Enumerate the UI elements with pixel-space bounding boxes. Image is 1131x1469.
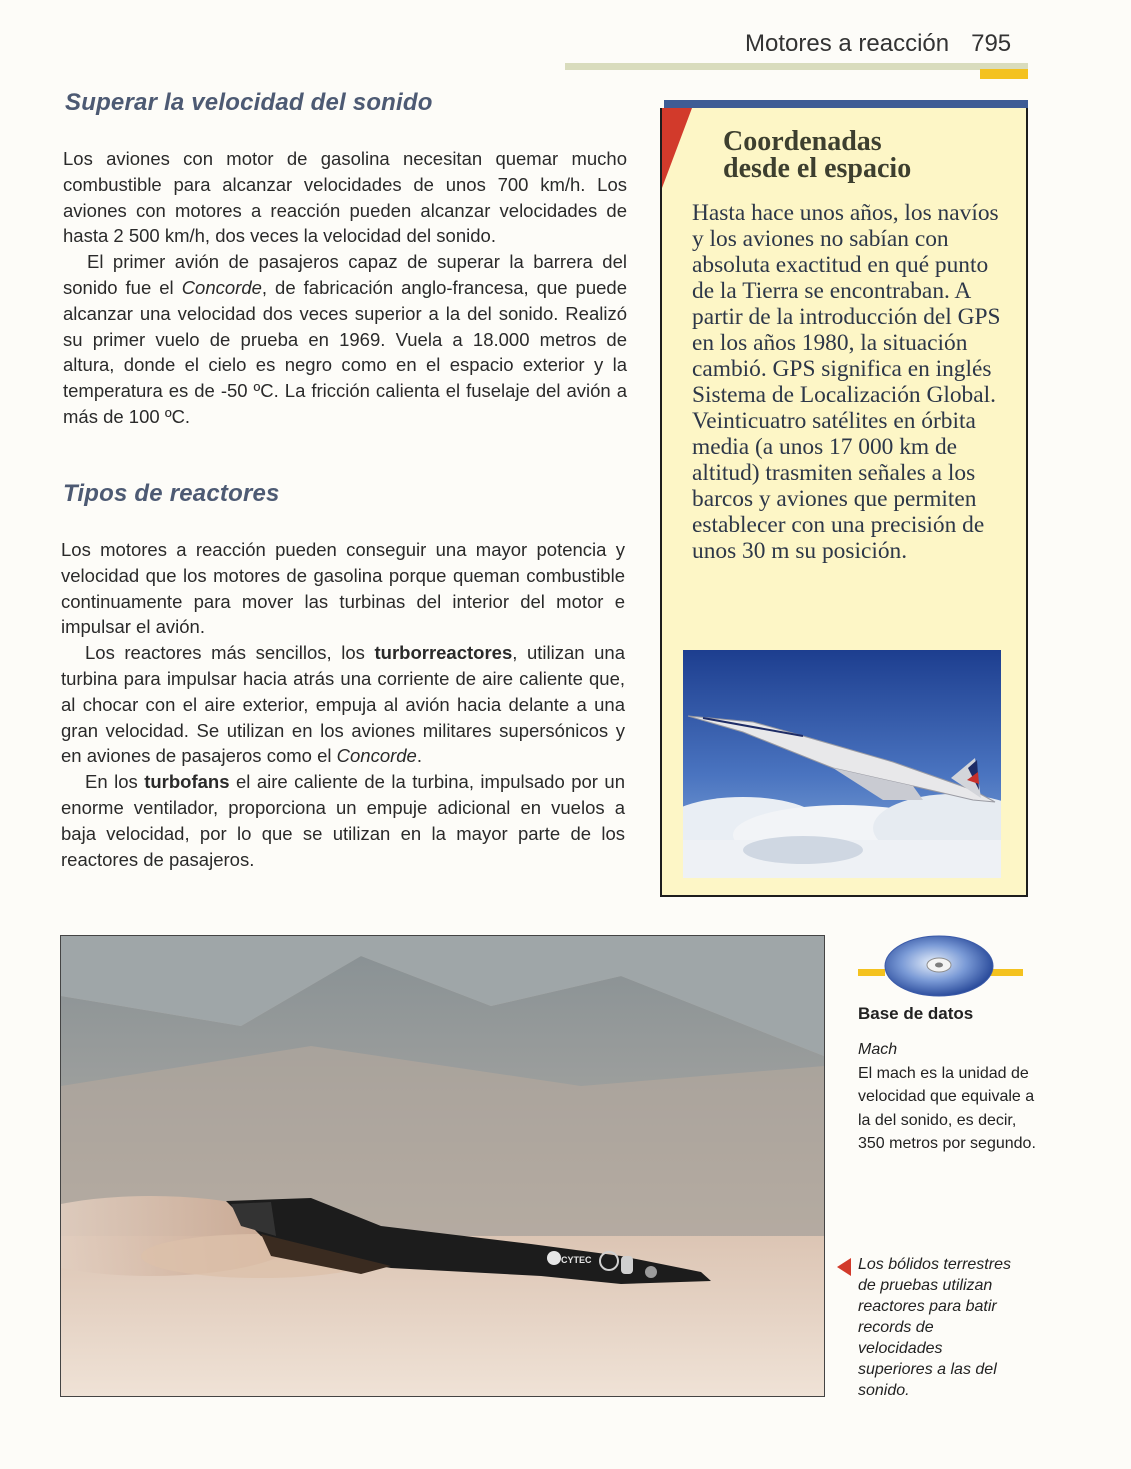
term-turbofans: turbofans	[144, 771, 230, 793]
database-term: Mach	[858, 1041, 898, 1058]
car-decal: CYTEC	[561, 1255, 592, 1265]
database-bar-left	[858, 969, 885, 976]
database-title: Base de datos	[858, 1004, 974, 1023]
section-heading-sound-barrier: Superar la velocidad del sonido	[65, 89, 433, 116]
paragraph: Los motores a reacción pueden conseguir una mayor potencia y velocidad que los motores de gasolina porque queman combustible continuamente para mover las turbinas del interior del motor e impulsar el avión.	[61, 539, 625, 638]
sidebar-text: Hasta hace unos años, los navíos y los aviones no sabían con absoluta exactitud en qué punto de la Tierra se encontraban. A partir de la introducción del GPS en los años 1980, la situación cambió. GPS significa en inglés Sistema de Localización Global. Veinticuatro satélites en órbita media (a unos 17 000 km de altitud) trasmiten señales a los barcos y aviones que permiten establecer con una precisión de unos 30 m su posición.	[692, 200, 1001, 564]
header-rule	[565, 63, 1028, 70]
caption-arrow-icon	[837, 1258, 851, 1276]
section-body-reactor-types	[61, 537, 625, 872]
sidebar-title: Coordenadas desde el espacio	[723, 126, 912, 184]
sidebar-top-bar	[664, 100, 1028, 108]
term-turborreactores: turborreactores	[374, 642, 513, 664]
paragraph: El primer avión de pasajeros capaz de superar la barrera del sonido fue el Concorde, de fabricación anglo-francesa, que puede alcanzar una velocidad dos veces superior a la del sonido. Realizó su primer vuelo de prueba en 1969. Vuela a 18.000 metros de altura, donde el cielo es negro como en el espacio exterior y la temperatura es de -50 ºC. La fricción calienta el fuselaje del avión a más de 100 ºC.	[63, 251, 627, 427]
running-title: Motores a reacción	[745, 30, 950, 57]
database-definition: El mach es la unidad de velocidad que equivale a la del sonido, es decir, 350 metros por segundo.	[858, 1065, 1036, 1152]
paragraph: En los turbofans el aire caliente de la turbina, impulsado por un enorme ventilador, proporciona un empuje adicional en vuelos a baja velocidad, por lo que se utilizan en la mayor parte de los reactores de pasajeros.	[61, 771, 625, 870]
paragraph: Los aviones con motor de gasolina necesitan quemar mucho combustible para alcanzar velocidades de unos 700 km/h. Los aviones con motores a reacción pueden alcanzar velocidades de hasta 2 500 km/h, dos veces la velocidad del sonido.	[63, 148, 627, 247]
database-bar-right	[990, 969, 1023, 976]
photo-caption: Los bólidos terrestres de pruebas utilizan reactores para batir records de velocidades superiores a las del sonido.	[858, 1256, 1011, 1399]
section-body-sound-barrier	[63, 146, 627, 430]
concorde-photo	[683, 650, 1001, 878]
sidebar-corner-accent	[662, 108, 692, 188]
cd-icon	[884, 935, 994, 1002]
header-rule-accent	[980, 69, 1028, 79]
page-number: 795	[971, 30, 1012, 57]
section-heading-reactor-types: Tipos de reactores	[63, 480, 280, 507]
running-head	[745, 30, 1011, 58]
thrust-car-photo	[60, 935, 825, 1397]
paragraph: Los reactores más sencillos, los turborreactores, utilizan una turbina para impulsar hacia atrás una corriente de aire caliente que, al chocar con el aire exterior, empuja al avión hacia delante a una gran velocidad. Se utilizan en los aviones militares supersónicos y en aviones de pasajeros como el Concorde.	[61, 642, 625, 767]
